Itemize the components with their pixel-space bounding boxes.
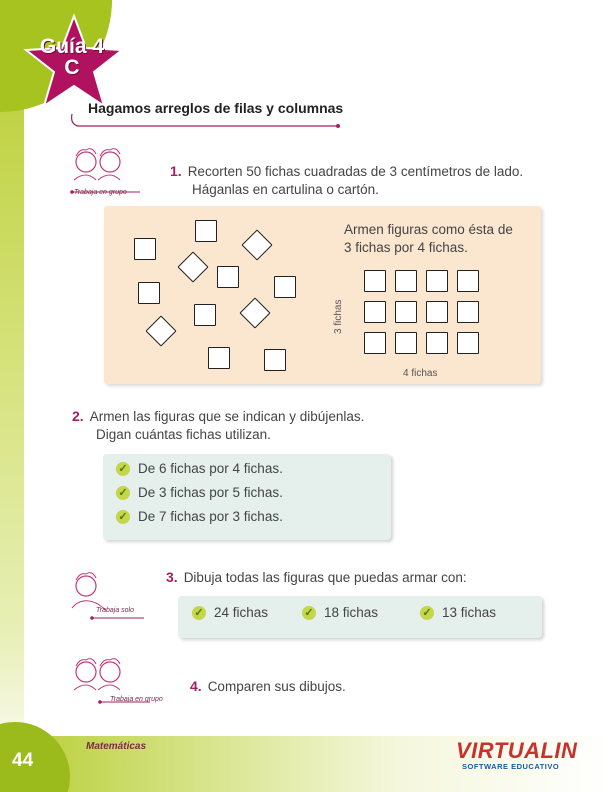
activity-4-line: Comparen sus dibujos.	[207, 679, 346, 694]
footer-subject: Matemáticas	[86, 741, 147, 752]
check-icon: ✓	[302, 606, 316, 620]
grid-tile	[426, 332, 448, 354]
badge-label-group-1: Trabaja en grupo	[74, 189, 127, 196]
activity-3-number: 3.	[166, 569, 178, 585]
option-label: De 7 fichas por 3 fichas.	[138, 509, 283, 524]
logo-wordmark: VIRTUALIN	[456, 738, 578, 763]
tile	[194, 304, 216, 326]
tile	[134, 238, 156, 260]
grid-tile	[395, 332, 417, 354]
logo-subtitle: SOFTWARE EDUCATIVO	[462, 762, 560, 771]
page-number: 44	[12, 750, 34, 771]
option-label: De 3 fichas por 5 fichas.	[138, 485, 283, 500]
option-label: 18 fichas	[324, 605, 379, 620]
activity-3-line: Dibuja todas las figuras que puedas armar con:	[183, 570, 467, 585]
grid-tile	[364, 301, 386, 323]
activity-1-line1: Recorten 50 fichas cuadradas de 3 centímetros de lado.	[187, 164, 524, 179]
grid-tile	[395, 301, 417, 323]
activity-4-text	[190, 677, 346, 696]
badge-label-group-2: Trabaja en grupo	[110, 696, 163, 703]
grid-tile	[364, 270, 386, 292]
activity-3-option-1	[192, 605, 268, 620]
activity-3-option-2	[302, 605, 378, 620]
tile	[264, 349, 286, 371]
check-icon: ✓	[116, 486, 130, 500]
grid-tile	[395, 270, 417, 292]
kid-solo-icon	[68, 572, 148, 622]
check-icon: ✓	[420, 606, 434, 620]
guide-title-line2: C	[64, 56, 80, 79]
option-label: 24 fichas	[214, 605, 269, 620]
grid-tile	[426, 270, 448, 292]
activity-2-option-1	[116, 461, 283, 476]
guide-title	[32, 36, 112, 78]
activity-2-line1: Armen las figuras que se indican y dibújenlas.	[89, 409, 365, 424]
example-instruction-line2: 3 fichas por 4 fichas.	[344, 240, 468, 255]
check-icon: ✓	[192, 606, 206, 620]
page-number-circle	[0, 722, 70, 792]
activity-3-text	[166, 568, 467, 587]
tile	[217, 266, 239, 288]
guide-title-line1: Guía 4	[39, 35, 105, 58]
activity-1-number: 1.	[170, 163, 182, 179]
activity-2-text	[72, 407, 364, 444]
left-color-band	[0, 0, 24, 792]
grid-tile	[457, 332, 479, 354]
tile	[195, 220, 217, 242]
badge-label-solo: Trabaja solo	[96, 607, 135, 614]
activity-1-text	[170, 162, 523, 199]
activity-2-option-2	[116, 485, 283, 500]
activity-4-number: 4.	[190, 678, 202, 694]
check-icon: ✓	[116, 462, 130, 476]
grid-tile	[426, 301, 448, 323]
activity-2-line2: Digan cuántas fichas utilizan.	[96, 427, 271, 442]
tile	[208, 347, 230, 369]
cols-label: 4 fichas	[403, 368, 438, 379]
example-instruction-line1: Armen figuras como ésta de	[344, 222, 513, 237]
activity-1-line2: Háganlas en cartulina o cartón.	[192, 182, 379, 197]
rows-label: 3 fichas	[333, 299, 344, 334]
tile	[274, 276, 296, 298]
activity-3-option-3	[420, 605, 496, 620]
tile	[138, 282, 160, 304]
example-instruction	[344, 221, 524, 257]
option-label: De 6 fichas por 4 fichas.	[138, 461, 283, 476]
check-icon: ✓	[116, 510, 130, 524]
activity-2-option-3	[116, 509, 283, 524]
grid-tile	[457, 301, 479, 323]
grid-tile	[364, 332, 386, 354]
section-title: Hagamos arreglos de filas y columnas	[88, 100, 344, 116]
option-label: 13 fichas	[442, 605, 497, 620]
grid-tile	[457, 270, 479, 292]
activity-2-number: 2.	[72, 408, 84, 424]
title-underline	[70, 112, 340, 136]
